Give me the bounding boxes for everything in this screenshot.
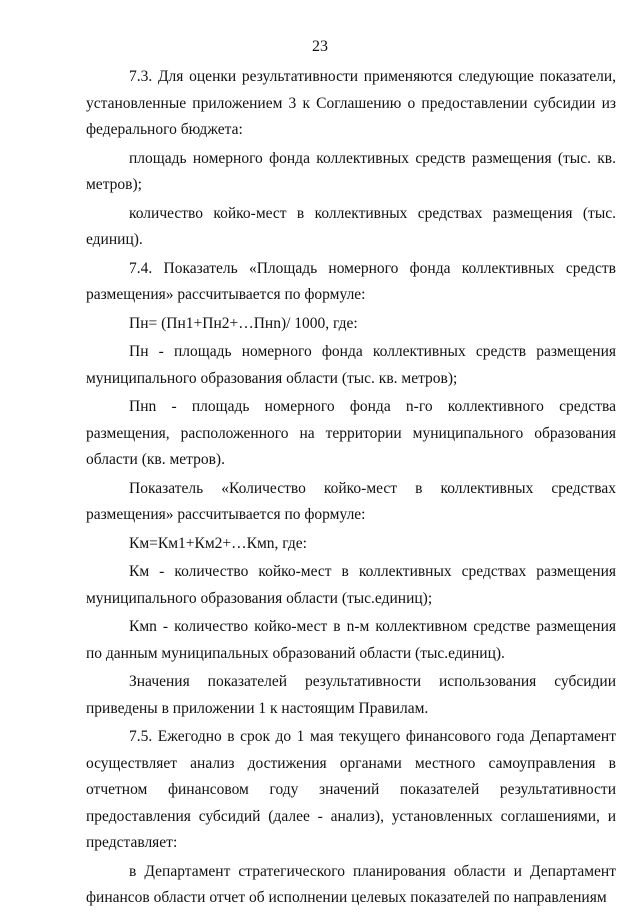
paragraph-bed-indicator: Показатель «Количество койко-мест в коллективных средствах размещения» рассчитывается по формуле: — [86, 479, 616, 523]
formula-bed-count: Км=Км1+Км2+…Кмn, где: — [129, 534, 307, 552]
formula-room-area: Пн= (Пн1+Пн2+…Пнn)/ 1000, где: — [129, 314, 358, 332]
indicator-room-area: площадь номерного фонда коллективных средств размещения (тыс. кв. метров); — [86, 149, 616, 193]
document-body — [86, 64, 616, 912]
paragraph-7-3: 7.3. Для оценки результативности применяются следующие показатели, установленные приложением 3 к Соглашению о предоставлении субсидии из федерального бюджета: — [86, 68, 616, 138]
paragraph-7-4: 7.4. Показатель «Площадь номерного фонда коллективных средств размещения» рассчитывается по формуле: — [86, 259, 616, 303]
definition-km: Км - количество койко-мест в коллективных средствах размещения муниципального образования области (тыс.единиц); — [86, 563, 616, 607]
paragraph-report: в Департамент стратегического планирования области и Департамент финансов области отчет об исполнении целевых показателей по направлениям — [86, 862, 616, 906]
definition-pnn: Пнn - площадь номерного фонда n-го коллективного средства размещения, расположенного на территории муниципального образования области (кв. метров). — [86, 398, 616, 468]
paragraph-values: Значения показателей результативности использования субсидии приведены в приложении 1 к настоящим Правилам. — [86, 673, 616, 717]
definition-pn: Пн - площадь номерного фонда коллективных средств размещения муниципального образования области (тыс. кв. метров); — [86, 343, 616, 387]
paragraph-7-5: 7.5. Ежегодно в срок до 1 мая текущего финансового года Департамент осуществляет анализ достижения органами местного самоуправления в отчетном финансовом году значений показателей результативности предоставления субсидий (далее - анализ), установленных соглашениями, и представляет: — [86, 728, 616, 851]
indicator-bed-count: количество койко-мест в коллективных средствах размещения (тыс. единиц). — [86, 204, 616, 248]
page-number: 23 — [312, 38, 328, 55]
definition-kmn: Кмn - количество койко-мест в n-м коллективном средстве размещения по данным муниципальных образований области (тыс.единиц). — [86, 618, 616, 662]
